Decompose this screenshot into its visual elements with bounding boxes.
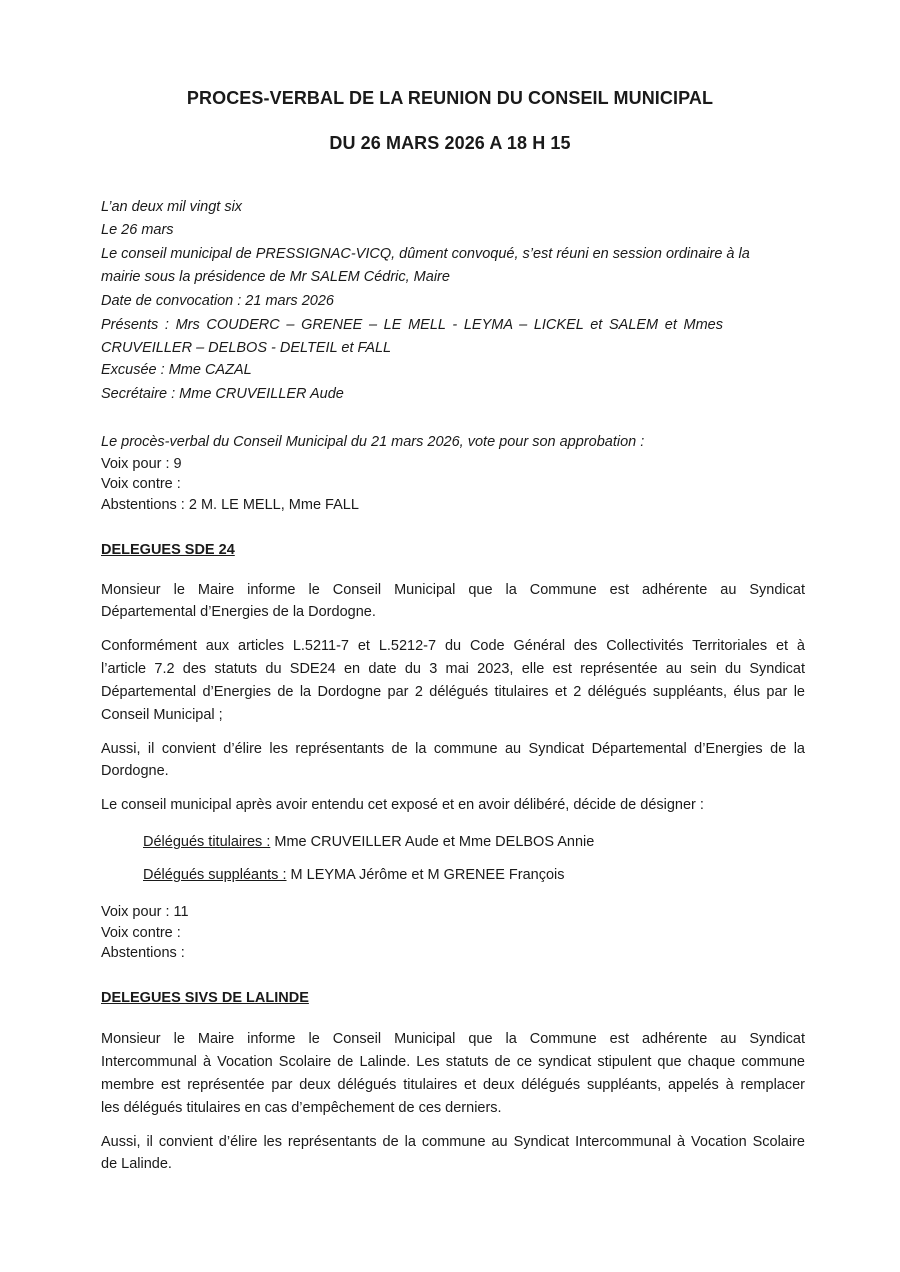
section-heading-sde24: DELEGUES SDE 24 xyxy=(101,542,235,558)
paragraph-line: Monsieur le Maire informe le Conseil Municipal que la Commune est adhérente au Syndicat xyxy=(101,582,805,598)
vote-abstentions: Abstentions : xyxy=(101,945,185,961)
intro-line: L’an deux mil vingt six xyxy=(101,199,243,215)
vote-abstentions: Abstentions : 2 M. LE MELL, Mme FALL xyxy=(101,497,359,513)
paragraph-line: membre est représentée par deux délégués titulaires et deux délégués suppléants, appelés à remplacer xyxy=(101,1077,805,1093)
intro-line: Excusée : Mme CAZAL xyxy=(101,362,252,378)
intro-line: Présents : Mrs COUDERC – GRENEE – LE MELL - LEYMA – LICKEL et SALEM et Mmes xyxy=(101,317,723,333)
approval-statement: Le procès-verbal du Conseil Municipal du 21 mars 2026, vote pour son approbation : xyxy=(101,434,645,450)
vote-for: Voix pour : 11 xyxy=(101,904,189,920)
delegates-substitute-label: Délégués suppléants : xyxy=(143,867,287,883)
intro-line: Le 26 mars xyxy=(101,222,174,238)
paragraph-line: Aussi, il convient d’élire les représentants de la commune au Syndicat Intercommunal à Vocation Scolaire xyxy=(101,1134,805,1150)
delegates-titular xyxy=(143,834,594,850)
paragraph-line: de Lalinde. xyxy=(101,1156,172,1172)
paragraph-line: Départemental d’Energies de la Dordogne. xyxy=(101,604,376,620)
delegates-substitute xyxy=(143,867,565,883)
paragraph-line: Dordogne. xyxy=(101,763,169,779)
document-title: PROCES-VERBAL DE LA REUNION DU CONSEIL MUNICIPAL xyxy=(186,88,714,108)
document-subtitle: DU 26 MARS 2026 A 18 H 15 xyxy=(329,133,571,153)
vote-against: Voix contre : xyxy=(101,476,181,492)
intro-line: mairie sous la présidence de Mr SALEM Cédric, Maire xyxy=(101,269,450,285)
paragraph-line: Conseil Municipal ; xyxy=(101,707,223,723)
paragraph-line: l’article 7.2 des statuts du SDE24 en date du 3 mai 2023, elle est représentée au sein du Syndicat xyxy=(101,661,805,677)
paragraph-line: Le conseil municipal après avoir entendu cet exposé et en avoir délibéré, décide de désigner : xyxy=(101,797,704,813)
intro-line: Secrétaire : Mme CRUVEILLER Aude xyxy=(101,386,344,402)
intro-line: Le conseil municipal de PRESSIGNAC-VICQ, dûment convoqué, s’est réuni en session ordinaire à la xyxy=(101,246,750,262)
vote-against: Voix contre : xyxy=(101,925,181,941)
intro-line: CRUVEILLER – DELBOS - DELTEIL et FALL xyxy=(101,340,392,356)
delegates-titular-names: Mme CRUVEILLER Aude et Mme DELBOS Annie xyxy=(270,834,595,850)
paragraph-line: Départemental d’Energies de la Dordogne par 2 délégués titulaires et 2 délégués suppléants, élus par le xyxy=(101,684,805,700)
vote-for: Voix pour : 9 xyxy=(101,456,182,472)
section-heading-sivs: DELEGUES SIVS DE LALINDE xyxy=(101,990,309,1006)
paragraph-line: Monsieur le Maire informe le Conseil Municipal que la Commune est adhérente au Syndicat xyxy=(101,1031,805,1047)
delegates-substitute-names: M LEYMA Jérôme et M GRENEE François xyxy=(286,867,565,883)
delegates-titular-label: Délégués titulaires : xyxy=(143,834,271,850)
intro-line: Date de convocation : 21 mars 2026 xyxy=(101,293,334,309)
paragraph-line: Intercommunal à Vocation Scolaire de Lalinde. Les statuts de ce syndicat stipulent que chaque commune xyxy=(101,1054,805,1070)
paragraph-line: les délégués titulaires en cas d’empêchement de ces derniers. xyxy=(101,1100,502,1116)
paragraph-line: Aussi, il convient d’élire les représentants de la commune au Syndicat Départemental d’Energies de la xyxy=(101,741,805,757)
paragraph-line: Conformément aux articles L.5211-7 et L.5212-7 du Code Général des Collectivités Territoriales et à xyxy=(101,638,805,654)
